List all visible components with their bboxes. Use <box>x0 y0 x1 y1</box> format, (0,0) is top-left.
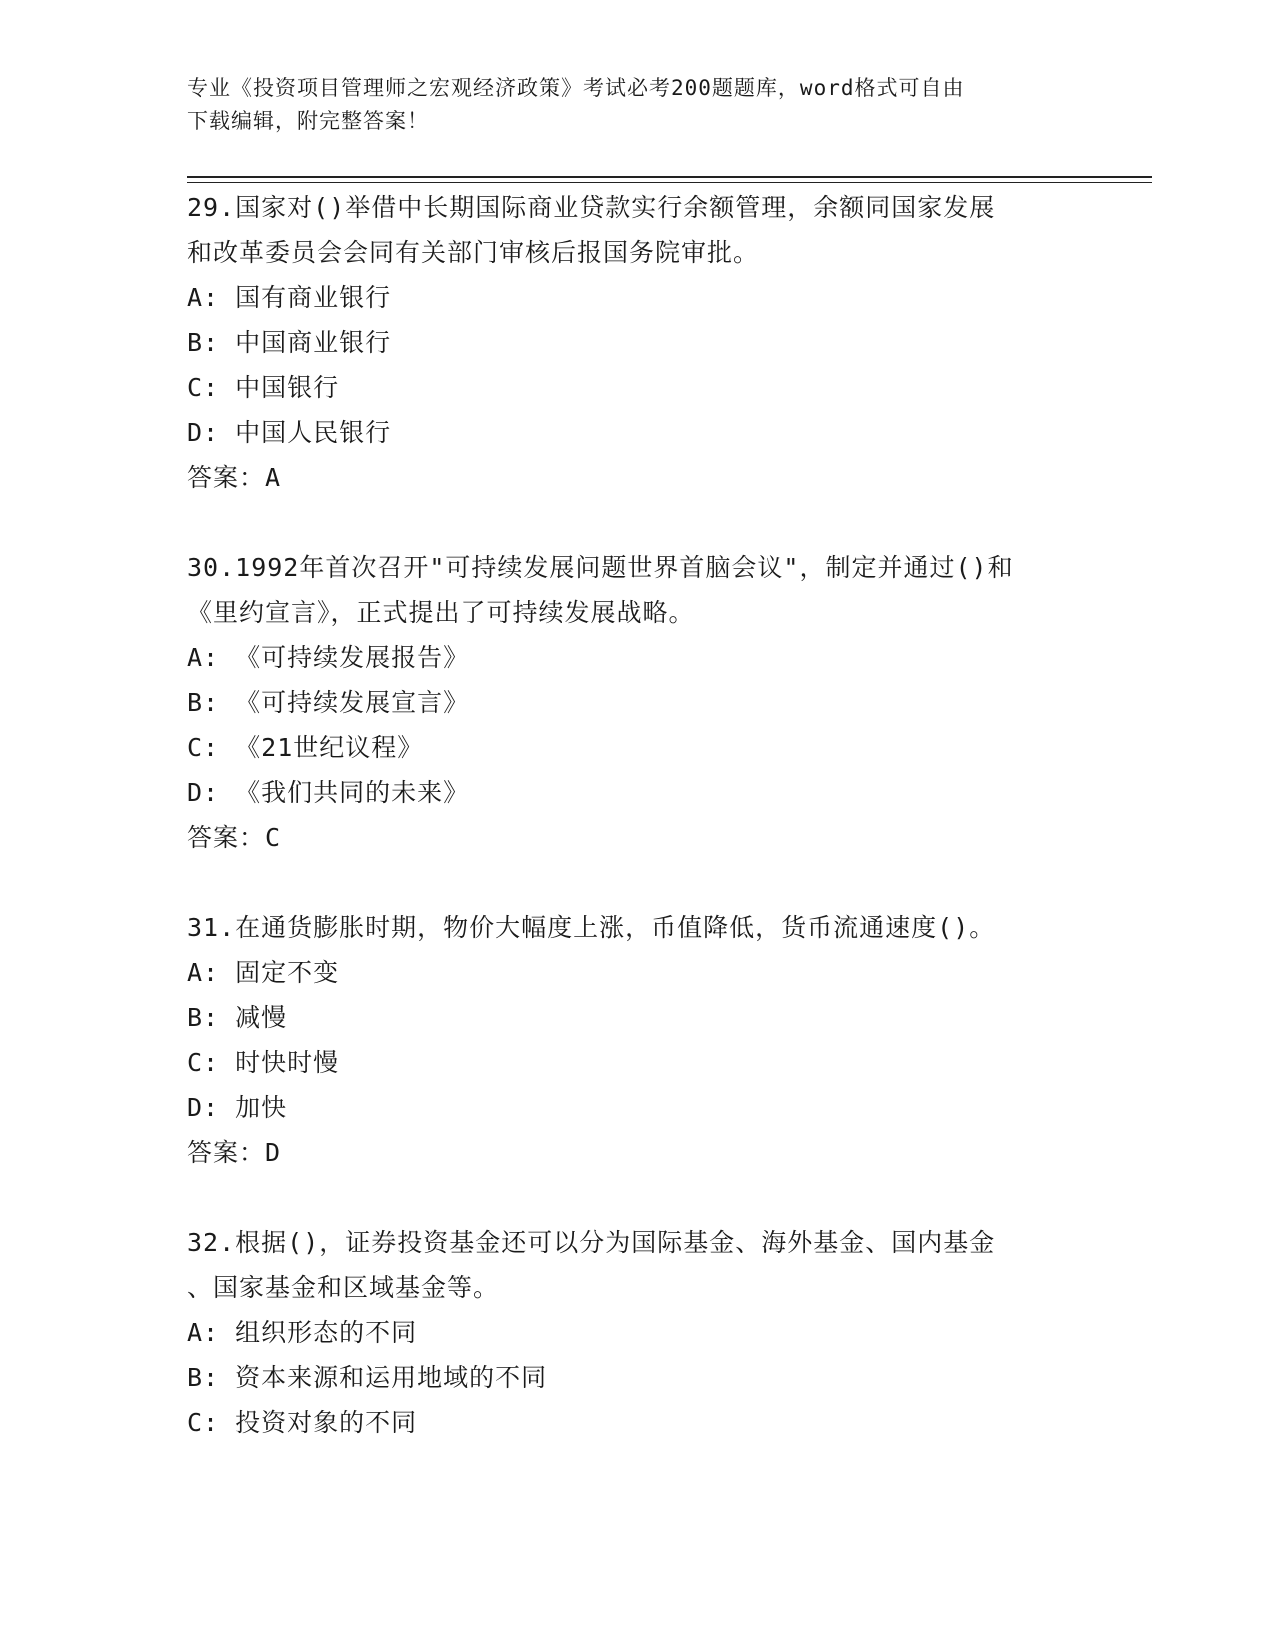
option-a: A: 组织形态的不同 <box>187 1318 418 1347</box>
question-stem-cont: 《里约宣言》，正式提出了可持续发展战略。 <box>187 598 695 627</box>
option-a: A: 固定不变 <box>187 958 340 987</box>
option-b: B: 《可持续发展宣言》 <box>187 688 470 717</box>
answer: 答案：A <box>187 463 282 492</box>
header-divider-thick <box>187 176 1152 178</box>
header-line-2: 下载编辑，附完整答案！ <box>187 109 429 133</box>
question-stem: 32.根据()，证券投资基金还可以分为国际基金、海外基金、国内基金 <box>187 1228 996 1257</box>
document-header <box>187 72 1067 138</box>
option-d: D: 《我们共同的未来》 <box>187 778 470 807</box>
option-a: A: 《可持续发展报告》 <box>187 643 470 672</box>
answer: 答案：D <box>187 1138 282 1167</box>
question-stem: 30.1992年首次召开"可持续发展问题世界首脑会议"，制定并通过()和 <box>187 553 1014 582</box>
question-32 <box>187 1220 1087 1445</box>
question-stem: 29.国家对()举借中长期国际商业贷款实行余额管理，余额同国家发展 <box>187 193 996 222</box>
option-a: A: 国有商业银行 <box>187 283 392 312</box>
option-b: B: 资本来源和运用地域的不同 <box>187 1363 548 1392</box>
option-c: C: 投资对象的不同 <box>187 1408 418 1437</box>
question-30 <box>187 545 1087 860</box>
answer: 答案：C <box>187 823 282 852</box>
question-31 <box>187 905 1087 1175</box>
header-line-1: 专业《投资项目管理师之宏观经济政策》考试必考200题题库，word格式可自由 <box>187 76 965 100</box>
option-c: C: 时快时慢 <box>187 1048 340 1077</box>
question-stem: 31.在通货膨胀时期，物价大幅度上涨，币值降低，货币流通速度()。 <box>187 913 996 942</box>
option-c: C: 中国银行 <box>187 373 340 402</box>
option-d: D: 加快 <box>187 1093 288 1122</box>
option-c: C: 《21世纪议程》 <box>187 733 424 762</box>
option-d: D: 中国人民银行 <box>187 418 392 447</box>
question-29 <box>187 185 1087 500</box>
question-stem-cont: 和改革委员会会同有关部门审核后报国务院审批。 <box>187 238 760 267</box>
header-divider-thin <box>187 182 1152 183</box>
option-b: B: 中国商业银行 <box>187 328 392 357</box>
option-b: B: 减慢 <box>187 1003 288 1032</box>
question-stem-cont: 、国家基金和区域基金等。 <box>187 1273 500 1302</box>
